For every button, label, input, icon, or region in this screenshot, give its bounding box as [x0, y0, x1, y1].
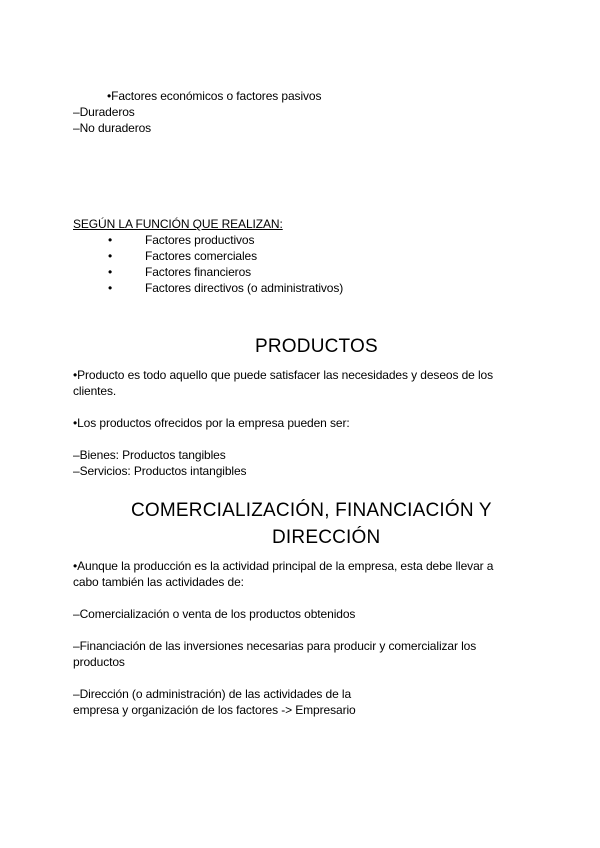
bullet-mark: •	[108, 233, 113, 247]
factores-productivos-item: Factores productivos	[145, 233, 255, 247]
bullet-mark: •	[108, 265, 113, 279]
factores-comerciales-item: Factores comerciales	[145, 249, 258, 263]
duraderos-item: –Duraderos	[73, 105, 135, 119]
financiacion-item-line1: –Financiación de las inversiones necesarias para producir y comercializar los	[73, 639, 477, 653]
factores-economicos-item: •Factores económicos o factores pasivos	[107, 89, 322, 103]
financiacion-item-line2: productos	[73, 655, 125, 669]
producto-definition-line2: clientes.	[73, 384, 117, 398]
bullet-mark: •	[108, 249, 113, 263]
no-duraderos-item: –No duraderos	[73, 121, 152, 135]
comercializacion-heading-line2: DIRECCIÓN	[272, 527, 381, 548]
comercializacion-item: –Comercialización o venta de los productos obtenidos	[73, 607, 356, 621]
productos-heading: PRODUCTOS	[255, 336, 378, 357]
bienes-item: –Bienes: Productos tangibles	[73, 448, 226, 462]
servicios-item: –Servicios: Productos intangibles	[73, 464, 247, 478]
funcion-section-title: SEGÚN LA FUNCIÓN QUE REALIZAN:	[73, 217, 283, 231]
direccion-item-line2: empresa y organización de los factores -> Empresario	[73, 703, 356, 717]
factores-financieros-item: Factores financieros	[145, 265, 252, 279]
producto-definition-line1: •Producto es todo aquello que puede satisfacer las necesidades y deseos de los	[73, 368, 494, 382]
actividad-principal-line1: •Aunque la producción es la actividad principal de la empresa, esta debe llevar a	[73, 559, 494, 573]
productos-ofrecidos-text: •Los productos ofrecidos por la empresa pueden ser:	[73, 416, 350, 430]
actividad-principal-line2: cabo también las actividades de:	[73, 575, 244, 589]
comercializacion-heading-line1: COMERCIALIZACIÓN, FINANCIACIÓN Y	[131, 500, 492, 521]
factores-directivos-item: Factores directivos (o administrativos)	[145, 281, 344, 295]
bullet-mark: •	[108, 281, 113, 295]
direccion-item-line1: –Dirección (o administración) de las actividades de la	[73, 687, 352, 701]
